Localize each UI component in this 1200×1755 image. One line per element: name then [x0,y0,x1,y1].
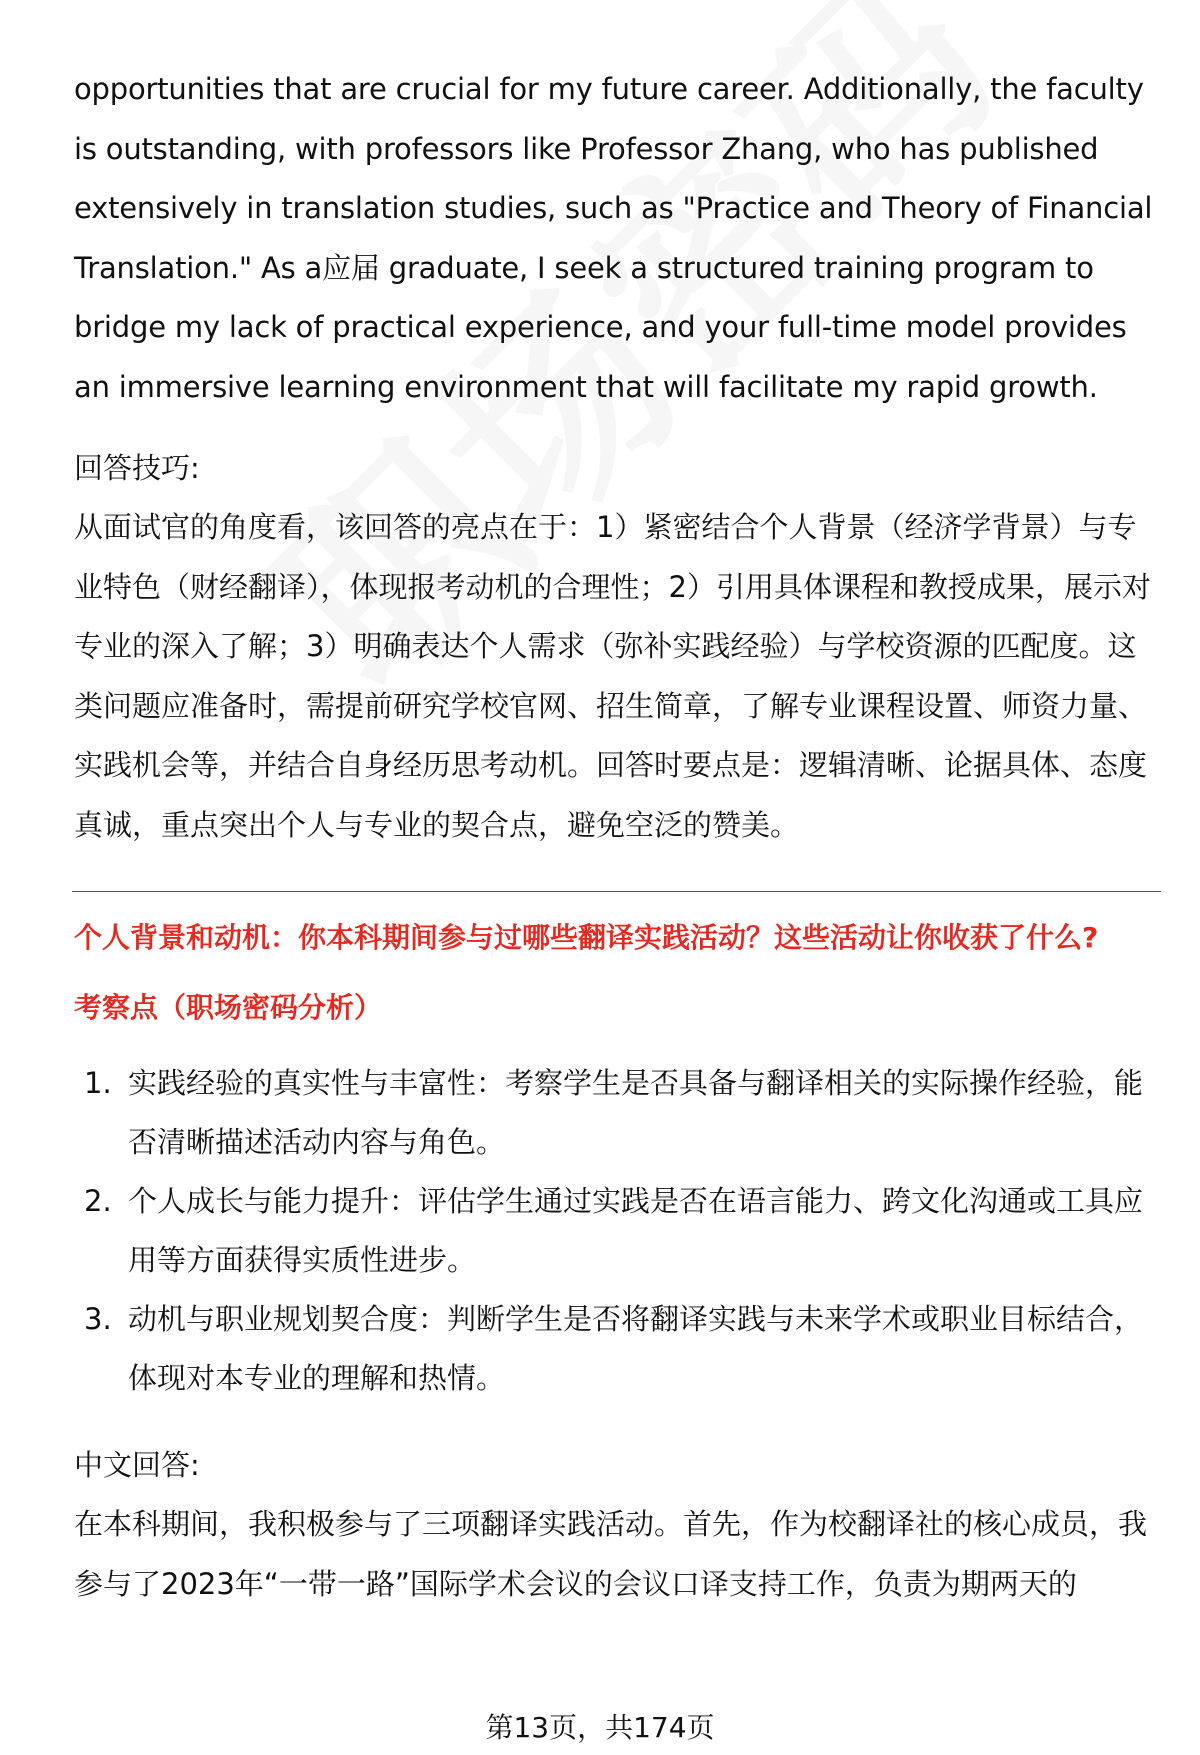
list-item [74,1290,1159,1408]
list-text: 动机与职业规划契合度：判断学生是否将翻译实践与未来学术或职业目标结合，体现对本专业的理解和热情。 [128,1302,1144,1395]
assessment-list [74,1054,1159,1408]
list-number: 1. [84,1066,112,1100]
page-footer: 第13页，共174页 [485,1711,715,1744]
list-text: 个人成长与能力提升：评估学生通过实践是否在语言能力、跨文化沟通或工具应用等方面获得实质性进步。 [128,1184,1144,1277]
english-answer-paragraph: opportunities that are crucial for my future career. Additionally, the faculty is outstanding, with professors like Professor Zhang, who has published extensively in translation studies, such as "Practice and Theory of Financial Translation." As a应届 graduate, I seek a structured training program to bridge my lack of practical experience, and your full-time model provides an immersive learning environment that will facilitate my rapid growth. [74,72,1153,404]
list-number: 3. [84,1302,112,1336]
assessment-heading: 考察点（职场密码分析） [74,991,383,1024]
question-heading: 个人背景和动机：你本科期间参与过哪些翻译实践活动？这些活动让你收获了什么? [74,921,1099,954]
tips-label: 回答技巧: [74,451,200,485]
section-divider [72,891,1161,892]
list-text: 实践经验的真实性与丰富性：考察学生是否具备与翻译相关的实际操作经验，能否清晰描述活动内容与角色。 [128,1066,1144,1159]
tips-paragraph: 从面试官的角度看，该回答的亮点在于：1）紧密结合个人背景（经济学背景）与专业特色（财经翻译），体现报考动机的合理性；2）引用具体课程和教授成果，展示对专业的深入了解；3）明确表达个人需求（弥补实践经验）与学校资源的匹配度。这类问题应准备时，需提前研究学校官网、招生简章，了解专业课程设置、师资力量、实践机会等，并结合自身经历思考动机。回答时要点是：逻辑清晰、论据具体、态度真诚，重点突出个人与专业的契合点，避免空泛的赞美。 [74,510,1151,842]
list-item [74,1054,1159,1172]
chinese-answer-label: 中文回答: [74,1448,200,1482]
document-page [74,60,1159,1614]
list-number: 2. [84,1184,112,1218]
chinese-answer-paragraph: 在本科期间，我积极参与了三项翻译实践活动。首先，作为校翻译社的核心成员，我参与了2023年“一带一路”国际学术会议的会议口译支持工作，负责为期两天的 [74,1507,1148,1601]
list-item [74,1172,1159,1290]
